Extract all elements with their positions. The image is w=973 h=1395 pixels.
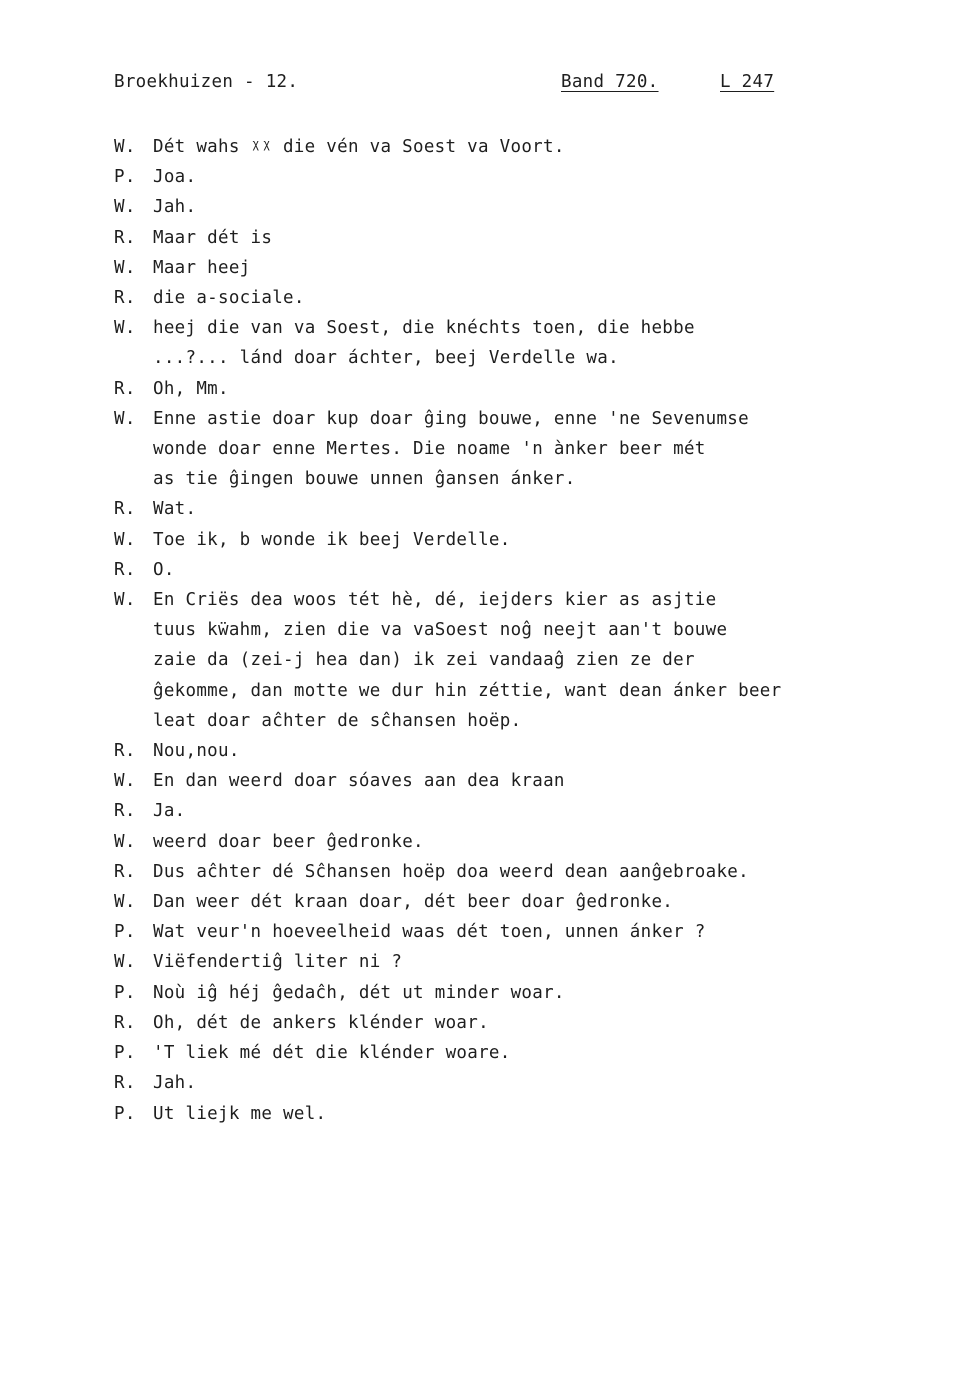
utterance-line: Dus aĉhter dé Sĉhansen hoëp doa weerd dean aanĝebroake. xyxy=(153,861,749,882)
utterance-line: ...?... lánd doar áchter, beej Verdelle wa. xyxy=(153,348,619,369)
speaker-label: R. xyxy=(114,861,136,882)
utterance-line: weerd doar beer ĝedronke. xyxy=(153,831,424,852)
utterance-line: Maar dét is xyxy=(153,227,273,248)
utterance-line: Ut liejk me wel. xyxy=(153,1103,327,1124)
utterance-line: Jah. xyxy=(153,1073,197,1094)
band-number: Band 720. xyxy=(561,72,659,92)
document-title: Broekhuizen - 12. xyxy=(114,72,299,92)
speaker-label: P. xyxy=(114,922,136,943)
utterance-line: Oh, dét de ankers klénder woar. xyxy=(153,1012,489,1033)
speaker-label: W. xyxy=(114,257,136,278)
utterance-line: En Criës dea woos tét hè, dé, iejders kier as asjtie xyxy=(153,590,717,611)
transcript-entry xyxy=(114,947,914,977)
speaker-label: P. xyxy=(114,1043,136,1064)
utterance-line: Noù iĝ héj ĝedaĉh, dét ut minder woar. xyxy=(153,982,565,1003)
speaker-label: R. xyxy=(114,801,136,822)
utterance-line: Oh, Mm. xyxy=(153,378,229,399)
transcript-entry xyxy=(114,313,914,373)
utterance-line: leat doar aĉhter de sĉhansen hoëp. xyxy=(153,710,522,731)
speaker-label: R. xyxy=(114,741,136,762)
speaker-label: W. xyxy=(114,831,136,852)
speaker-label: W. xyxy=(114,952,136,973)
transcript-entry xyxy=(114,766,914,796)
transcript-entry xyxy=(114,827,914,857)
speaker-label: W. xyxy=(114,408,136,429)
utterance-line: die a-sociale. xyxy=(153,288,305,309)
transcript-entry xyxy=(114,796,914,826)
utterance-line: heej die van va Soest, die knéchts toen, die hebbe xyxy=(153,318,695,339)
page-code: L 247 xyxy=(720,72,775,92)
transcript-entry xyxy=(114,192,914,222)
transcript-entry xyxy=(114,1068,914,1098)
transcript-entry xyxy=(114,1008,914,1038)
utterance-line: as tie ĝingen bouwe unnen ĝansen ánker. xyxy=(153,469,576,490)
utterance-line: O. xyxy=(153,559,175,580)
speaker-label: W. xyxy=(114,771,136,792)
utterance-line: Nou,nou. xyxy=(153,741,240,762)
utterance-line: Jah. xyxy=(153,197,197,218)
transcript-entry xyxy=(114,1038,914,1068)
speaker-label: R. xyxy=(114,1012,136,1033)
transcript-entry xyxy=(114,253,914,283)
utterance-line: Enne astie doar kup doar ĝing bouwe, enne 'ne Sevenumse xyxy=(153,408,749,429)
speaker-label: R. xyxy=(114,227,136,248)
utterance-line: Wat. xyxy=(153,499,197,520)
speaker-label: R. xyxy=(114,288,136,309)
speaker-label: R. xyxy=(114,1073,136,1094)
utterance-line: wonde doar enne Mertes. Die noame 'n ànker beer mét xyxy=(153,439,706,460)
speaker-label: R. xyxy=(114,378,136,399)
transcript-entry xyxy=(114,978,914,1008)
utterance-line: ĝekomme, dan motte we dur hin zéttie, want dean ánker beer xyxy=(153,680,782,701)
transcript-entry xyxy=(114,404,914,495)
transcript-entry xyxy=(114,132,914,162)
transcript-entry xyxy=(114,223,914,253)
utterance-line: Ja. xyxy=(153,801,186,822)
speaker-label: R. xyxy=(114,559,136,580)
transcript-entry xyxy=(114,494,914,524)
utterance-line: Wat veur'n hoeveelheid waas dét toen, unnen ánker ? xyxy=(153,922,706,943)
utterance-line: Dét wahs ᵡᵡ die vén va Soest va Voort. xyxy=(153,137,565,157)
utterance-line: Toe ik, b wonde ik beej Verdelle. xyxy=(153,529,511,550)
transcript xyxy=(114,132,914,1129)
speaker-label: R. xyxy=(114,499,136,520)
utterance-line: Maar heej xyxy=(153,257,251,278)
transcript-entry xyxy=(114,857,914,887)
utterance-line: En dan weerd doar sóaves aan dea kraan xyxy=(153,771,565,792)
speaker-label: P. xyxy=(114,167,136,188)
speaker-label: W. xyxy=(114,590,136,611)
transcript-entry xyxy=(114,736,914,766)
utterance-line: Dan weer dét kraan doar, dét beer doar ĝedronke. xyxy=(153,892,674,913)
speaker-label: W. xyxy=(114,318,136,339)
speaker-label: P. xyxy=(114,1103,136,1124)
speaker-label: P. xyxy=(114,982,136,1003)
transcript-entry xyxy=(114,585,914,736)
speaker-label: W. xyxy=(114,892,136,913)
transcript-entry xyxy=(114,283,914,313)
utterance-line: 'T liek mé dét die klénder woare. xyxy=(153,1043,511,1064)
page-header xyxy=(114,72,794,100)
transcript-entry xyxy=(114,887,914,917)
transcript-entry xyxy=(114,917,914,947)
transcript-entry xyxy=(114,1099,914,1129)
utterance-line: zaie da (zei-j hea dan) ik zei vandaaĝ zien ze der xyxy=(153,650,695,671)
speaker-label: W. xyxy=(114,197,136,218)
utterance-line: tuus kẅahm, zien die va vaSoest noĝ neejt aan't bouwe xyxy=(153,620,728,641)
utterance-line: Viëfendertiĝ liter ni ? xyxy=(153,952,403,973)
speaker-label: W. xyxy=(114,529,136,550)
transcript-entry xyxy=(114,555,914,585)
transcript-entry xyxy=(114,162,914,192)
utterance-line: Joa. xyxy=(153,167,197,188)
transcript-entry xyxy=(114,525,914,555)
transcript-entry xyxy=(114,374,914,404)
speaker-label: W. xyxy=(114,137,136,157)
